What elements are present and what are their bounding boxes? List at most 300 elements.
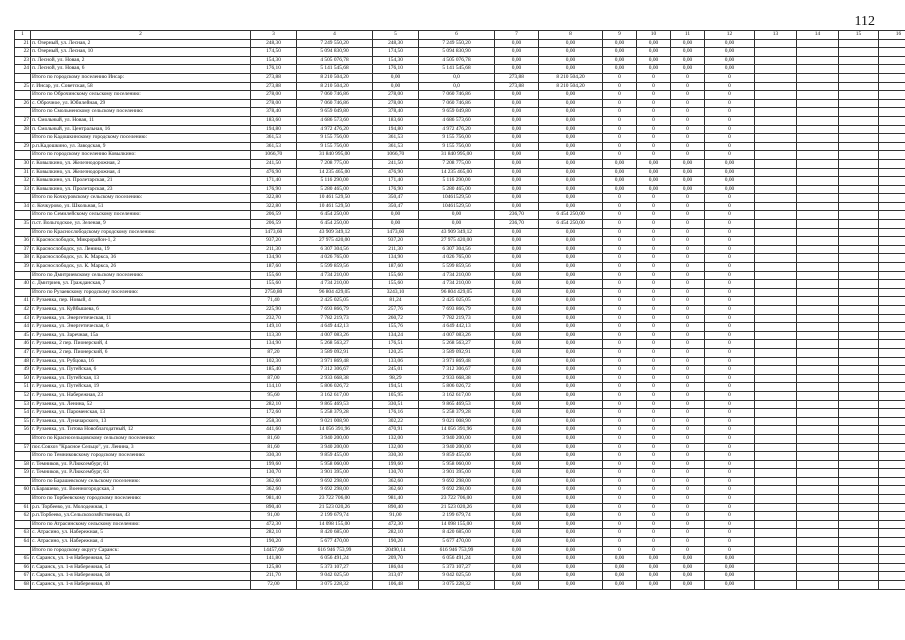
table-cell: 0 <box>671 245 705 254</box>
table-cell <box>755 555 797 564</box>
table-cell <box>797 48 839 57</box>
table-cell <box>15 108 31 117</box>
table-cell: 0,00 <box>495 452 539 461</box>
table-cell <box>797 452 839 461</box>
table-cell: 21 <box>15 39 31 48</box>
table-cell: 5 094 830,90 <box>419 48 495 57</box>
table-cell <box>755 477 797 486</box>
table-cell <box>839 538 879 547</box>
table-cell <box>755 340 797 349</box>
column-header: 11 <box>671 31 705 40</box>
table-cell: 0 <box>637 194 671 203</box>
table-cell: 10461529,50 <box>419 194 495 203</box>
table-row <box>15 314 905 323</box>
table-cell <box>879 546 905 555</box>
table-cell <box>15 477 31 486</box>
table-cell <box>839 469 879 478</box>
column-header: 12 <box>705 31 755 40</box>
table-cell: 241,50 <box>373 159 419 168</box>
table-cell: 31 840 995,00 <box>297 151 373 160</box>
table-cell: 0 <box>705 202 755 211</box>
table-cell: 0,00 <box>495 529 539 538</box>
table-cell: 0 <box>637 323 671 332</box>
table-cell: 362,60 <box>373 477 419 486</box>
address-cell: Итого по городскому поселению Инсар: <box>31 73 251 82</box>
address-cell: Итого по Краснослободскому городскому поселению: <box>31 228 251 237</box>
table-cell: 0,00 <box>495 314 539 323</box>
table-cell: 0,00 <box>495 254 539 263</box>
table-row <box>15 366 905 375</box>
table-cell <box>797 477 839 486</box>
table-cell: 0 <box>671 271 705 280</box>
table-cell: 183,60 <box>251 116 297 125</box>
table-cell <box>879 409 905 418</box>
table-cell: 199,60 <box>251 460 297 469</box>
table-cell: 0,00 <box>705 65 755 74</box>
column-header: 15 <box>839 31 879 40</box>
table-row <box>15 581 905 590</box>
table-cell: 278,00 <box>251 91 297 100</box>
table-cell: 0,00 <box>539 529 603 538</box>
table-row <box>15 503 905 512</box>
table-cell: 0,00 <box>495 495 539 504</box>
table-cell: 0 <box>603 357 637 366</box>
table-cell <box>755 220 797 229</box>
table-cell <box>797 151 839 160</box>
table-cell: 134,90 <box>251 340 297 349</box>
address-cell: г. Рузаевка, ул. Титова Новоблагодатный, 12 <box>31 426 251 435</box>
table-cell <box>839 460 879 469</box>
table-cell: 0,00 <box>539 228 603 237</box>
table-cell: 0,00 <box>539 177 603 186</box>
table-cell: 0 <box>603 374 637 383</box>
table-cell <box>797 194 839 203</box>
table-cell: 154,30 <box>251 56 297 65</box>
table-cell: 0,0 <box>419 73 495 82</box>
table-cell: 0 <box>603 400 637 409</box>
table-cell: 0 <box>637 142 671 151</box>
data-table <box>14 30 905 590</box>
table-cell: 125,80 <box>251 563 297 572</box>
address-cell: г. Ковылкино, ул. Пролетарская, 23 <box>31 185 251 194</box>
table-cell: 260,72 <box>373 314 419 323</box>
table-cell: 0 <box>637 400 671 409</box>
table-cell <box>755 486 797 495</box>
table-cell <box>879 220 905 229</box>
table-cell <box>755 409 797 418</box>
table-row <box>15 555 905 564</box>
table-cell <box>797 245 839 254</box>
table-cell: 0 <box>705 237 755 246</box>
table-cell: 0,00 <box>671 48 705 57</box>
table-cell: 0 <box>705 99 755 108</box>
table-cell: 302,22 <box>373 417 419 426</box>
table-cell: 0 <box>603 99 637 108</box>
table-cell: 0,00 <box>539 297 603 306</box>
table-cell <box>755 116 797 125</box>
table-cell <box>755 495 797 504</box>
table-cell: 0,00 <box>539 237 603 246</box>
table-cell <box>797 142 839 151</box>
address-cell: Итого по Дмитриевскому сельскому поселению: <box>31 271 251 280</box>
address-cell: Итого по Атрасинскому сельскому поселению: <box>31 520 251 529</box>
table-cell: 0,00 <box>495 572 539 581</box>
table-cell: 22 <box>15 48 31 57</box>
table-cell: 0,00 <box>373 82 419 91</box>
subtotal-row <box>15 271 905 280</box>
table-cell: 2 933 668,38 <box>297 374 373 383</box>
table-cell: 154,30 <box>373 56 419 65</box>
table-cell <box>839 409 879 418</box>
table-cell: 0 <box>671 477 705 486</box>
table-cell <box>879 400 905 409</box>
table-cell: 0 <box>705 434 755 443</box>
table-cell <box>797 271 839 280</box>
table-cell <box>15 271 31 280</box>
table-cell: 211,30 <box>251 245 297 254</box>
table-cell: 4 686 573,60 <box>419 116 495 125</box>
table-cell <box>797 460 839 469</box>
table-cell <box>879 177 905 186</box>
table-cell: 0,00 <box>495 366 539 375</box>
address-cell: г. Ковылкино, ул. Железнодорожная, 2 <box>31 159 251 168</box>
table-cell: 0 <box>603 469 637 478</box>
table-cell: 0 <box>603 495 637 504</box>
table-cell: 3 075 228,32 <box>419 581 495 590</box>
table-cell <box>879 82 905 91</box>
table-cell: 2 199 679,74 <box>419 512 495 521</box>
table-cell: 0,00 <box>495 159 539 168</box>
table-cell <box>879 348 905 357</box>
table-cell: 0 <box>603 271 637 280</box>
table-cell: 0 <box>603 460 637 469</box>
table-cell <box>755 91 797 100</box>
table-cell: 0,00 <box>495 400 539 409</box>
table-row <box>15 99 905 108</box>
table-cell: 0,00 <box>495 520 539 529</box>
table-cell: 282,10 <box>373 529 419 538</box>
table-cell: 350,47 <box>373 194 419 203</box>
table-cell: 0 <box>603 503 637 512</box>
table-cell: 0 <box>671 314 705 323</box>
table-cell: 0,00 <box>539 383 603 392</box>
table-cell: 27 <box>15 116 31 125</box>
table-cell: 0 <box>637 297 671 306</box>
table-cell: 0 <box>603 452 637 461</box>
table-cell: 0,00 <box>539 348 603 357</box>
address-cell: Итого по Красносельцовскому сельскому поселению: <box>31 434 251 443</box>
table-cell: 0 <box>603 134 637 143</box>
table-cell: 0 <box>671 409 705 418</box>
address-cell: с. Атрасино, ул. Набережная, 4 <box>31 538 251 547</box>
table-cell: 14 235 465,00 <box>419 168 495 177</box>
table-cell: 0 <box>671 529 705 538</box>
table-cell: 0 <box>671 538 705 547</box>
table-cell: 2 199 679,74 <box>297 512 373 521</box>
table-cell: 0 <box>637 391 671 400</box>
table-cell: 0,00 <box>495 134 539 143</box>
table-cell: 0 <box>705 452 755 461</box>
table-cell: 0 <box>637 366 671 375</box>
table-cell: 5 677 470,00 <box>297 538 373 547</box>
table-cell <box>797 116 839 125</box>
table-cell: 0,00 <box>637 581 671 590</box>
table-cell: 0 <box>705 82 755 91</box>
table-row <box>15 254 905 263</box>
table-cell: 0 <box>637 443 671 452</box>
table-cell <box>797 581 839 590</box>
table-cell <box>755 460 797 469</box>
table-cell: 0,00 <box>539 563 603 572</box>
table-cell: 0,00 <box>495 306 539 315</box>
table-cell: 330,51 <box>373 400 419 409</box>
table-cell: 0,00 <box>705 563 755 572</box>
table-cell: 176,51 <box>373 340 419 349</box>
table-cell: 0,00 <box>495 48 539 57</box>
table-cell: 0 <box>637 280 671 289</box>
table-cell: 0 <box>637 426 671 435</box>
table-cell: 0,00 <box>495 477 539 486</box>
table-cell: 4 734 210,00 <box>297 271 373 280</box>
table-cell: 0,00 <box>637 48 671 57</box>
table-cell: 36 <box>15 237 31 246</box>
table-cell <box>755 400 797 409</box>
table-cell: 5 599 859,56 <box>297 263 373 272</box>
table-cell: 0,00 <box>495 512 539 521</box>
table-cell: 0 <box>705 469 755 478</box>
table-cell: 0 <box>603 323 637 332</box>
address-cell: п. Лесной, ул. Новая, 6 <box>31 65 251 74</box>
table-cell: 0 <box>705 426 755 435</box>
table-cell: 0 <box>671 366 705 375</box>
table-cell: 0,00 <box>539 538 603 547</box>
table-cell: 5 094 830,90 <box>297 48 373 57</box>
table-cell: 29 <box>15 142 31 151</box>
table-cell: 0 <box>637 271 671 280</box>
table-row <box>15 538 905 547</box>
table-cell: 155,76 <box>373 323 419 332</box>
table-cell <box>797 495 839 504</box>
table-cell: 4 972 476,20 <box>419 125 495 134</box>
table-cell <box>755 125 797 134</box>
table-cell: 0,00 <box>373 211 419 220</box>
address-cell: г. Краснослободск, ул. К. Маркса, 26 <box>31 263 251 272</box>
table-cell: 37 <box>15 245 31 254</box>
address-cell: п. Смольный, ул. Центральная, 16 <box>31 125 251 134</box>
table-cell <box>839 306 879 315</box>
table-cell <box>797 168 839 177</box>
table-cell: 7 693 866,79 <box>297 306 373 315</box>
table-cell: 23 722 706,00 <box>297 495 373 504</box>
subtotal-row <box>15 108 905 117</box>
table-cell: 278,00 <box>373 99 419 108</box>
table-row <box>15 48 905 57</box>
table-body <box>15 39 905 589</box>
address-cell: г. Рузаевка, ул. Рубцова, 16 <box>31 357 251 366</box>
table-cell: 0 <box>603 228 637 237</box>
table-cell: 91,00 <box>373 512 419 521</box>
table-cell: 3 589 092,91 <box>419 348 495 357</box>
table-cell: 194,51 <box>373 383 419 392</box>
table-cell: 176,10 <box>251 65 297 74</box>
table-cell <box>839 99 879 108</box>
table-cell: 0,00 <box>539 323 603 332</box>
table-cell: 0,00 <box>539 434 603 443</box>
table-cell: 0,00 <box>539 306 603 315</box>
table-cell: 0 <box>603 366 637 375</box>
subtotal-row <box>15 194 905 203</box>
table-cell: 21 523 020,26 <box>419 503 495 512</box>
table-cell: 0 <box>603 73 637 82</box>
table-cell: 378,40 <box>251 108 297 117</box>
table-cell: 0,00 <box>495 469 539 478</box>
table-cell: 0,00 <box>539 546 603 555</box>
table-cell: 0 <box>637 434 671 443</box>
table-cell <box>797 91 839 100</box>
table-cell: 0 <box>671 331 705 340</box>
table-cell: 361,53 <box>251 142 297 151</box>
table-cell <box>755 331 797 340</box>
table-row <box>15 168 905 177</box>
table-cell <box>839 331 879 340</box>
table-cell: 27 975 420,00 <box>419 237 495 246</box>
subtotal-row <box>15 91 905 100</box>
table-cell: 361,53 <box>251 134 297 143</box>
table-cell: 0 <box>671 99 705 108</box>
table-cell <box>839 159 879 168</box>
table-cell: 0 <box>705 348 755 357</box>
table-cell <box>15 151 31 160</box>
table-cell: 35 <box>15 220 31 229</box>
table-cell: 20490,14 <box>373 546 419 555</box>
table-cell <box>879 271 905 280</box>
table-cell: 0 <box>671 280 705 289</box>
table-cell: 0,00 <box>671 56 705 65</box>
table-cell <box>797 348 839 357</box>
table-cell: 0,00 <box>495 417 539 426</box>
table-cell <box>839 443 879 452</box>
table-cell <box>755 512 797 521</box>
table-cell: 9 021 008,90 <box>419 417 495 426</box>
table-cell: 120,25 <box>373 348 419 357</box>
table-cell: 0 <box>705 134 755 143</box>
table-cell: 53 <box>15 400 31 409</box>
table-cell <box>839 340 879 349</box>
table-cell <box>879 452 905 461</box>
table-cell: 7 249 550,20 <box>297 39 373 48</box>
table-cell: 0,00 <box>637 65 671 74</box>
table-cell: 66 <box>15 563 31 572</box>
table-cell <box>879 151 905 160</box>
table-cell <box>797 220 839 229</box>
table-cell: 248,30 <box>373 39 419 48</box>
table-cell <box>839 39 879 48</box>
table-cell: 362,60 <box>251 486 297 495</box>
table-cell <box>755 546 797 555</box>
table-row <box>15 357 905 366</box>
table-cell: 0 <box>671 546 705 555</box>
table-cell <box>839 495 879 504</box>
table-row <box>15 202 905 211</box>
table-cell: 134,90 <box>373 254 419 263</box>
table-cell: 6 454 250,00 <box>539 220 603 229</box>
table-cell: 3 940 200,00 <box>419 434 495 443</box>
table-cell: 225,90 <box>251 306 297 315</box>
table-cell: 0,00 <box>637 56 671 65</box>
table-cell <box>839 434 879 443</box>
table-cell: 4 007 083,26 <box>419 331 495 340</box>
table-cell <box>839 348 879 357</box>
table-cell: 362,60 <box>373 486 419 495</box>
table-cell: 186,04 <box>373 563 419 572</box>
table-cell: 0 <box>671 443 705 452</box>
table-cell: 0 <box>705 271 755 280</box>
table-cell <box>839 503 879 512</box>
table-cell <box>879 460 905 469</box>
table-cell: 54 <box>15 409 31 418</box>
table-cell <box>755 82 797 91</box>
table-cell: 273,88 <box>251 82 297 91</box>
table-cell <box>879 297 905 306</box>
table-cell: 0,00 <box>495 443 539 452</box>
table-cell: 0 <box>671 503 705 512</box>
table-cell: 1473,60 <box>251 228 297 237</box>
table-cell: 0 <box>603 151 637 160</box>
table-cell: 0 <box>637 91 671 100</box>
address-cell: г. Рузаевка, ул. Путейская, 19 <box>31 383 251 392</box>
table-cell: 3 971 869,48 <box>419 357 495 366</box>
table-cell: 0 <box>705 297 755 306</box>
table-cell: 130,70 <box>373 469 419 478</box>
table-cell <box>755 581 797 590</box>
table-row <box>15 56 905 65</box>
table-cell: 2 425 025,05 <box>297 297 373 306</box>
table-cell <box>879 417 905 426</box>
table-cell <box>879 168 905 177</box>
table-cell: 171,40 <box>373 177 419 186</box>
table-cell: 0 <box>637 237 671 246</box>
table-cell: 0 <box>705 409 755 418</box>
table-cell <box>839 56 879 65</box>
table-cell <box>839 220 879 229</box>
table-cell: 0 <box>705 142 755 151</box>
table-cell <box>879 331 905 340</box>
table-cell: 0 <box>671 228 705 237</box>
table-cell: 0,00 <box>705 581 755 590</box>
table-cell: 51 <box>15 383 31 392</box>
table-cell: 30 <box>15 159 31 168</box>
table-cell: 7 060 746,86 <box>419 99 495 108</box>
table-cell <box>755 65 797 74</box>
table-cell <box>797 237 839 246</box>
table-cell: 0,00 <box>705 177 755 186</box>
table-cell: 0,00 <box>539 202 603 211</box>
table-cell <box>879 443 905 452</box>
address-cell: г. Саранск, ул. 1-я Набережная, 52 <box>31 555 251 564</box>
table-cell: 183,60 <box>373 116 419 125</box>
table-cell: 0,00 <box>495 581 539 590</box>
table-cell: 14 056 391,96 <box>419 426 495 435</box>
table-cell: 102,30 <box>251 357 297 366</box>
table-cell: 0 <box>705 357 755 366</box>
table-cell <box>755 159 797 168</box>
table-cell <box>797 469 839 478</box>
table-cell: 0 <box>671 323 705 332</box>
table-cell: 0,00 <box>539 452 603 461</box>
table-cell <box>797 572 839 581</box>
table-cell <box>839 357 879 366</box>
table-cell: 0,00 <box>539 486 603 495</box>
